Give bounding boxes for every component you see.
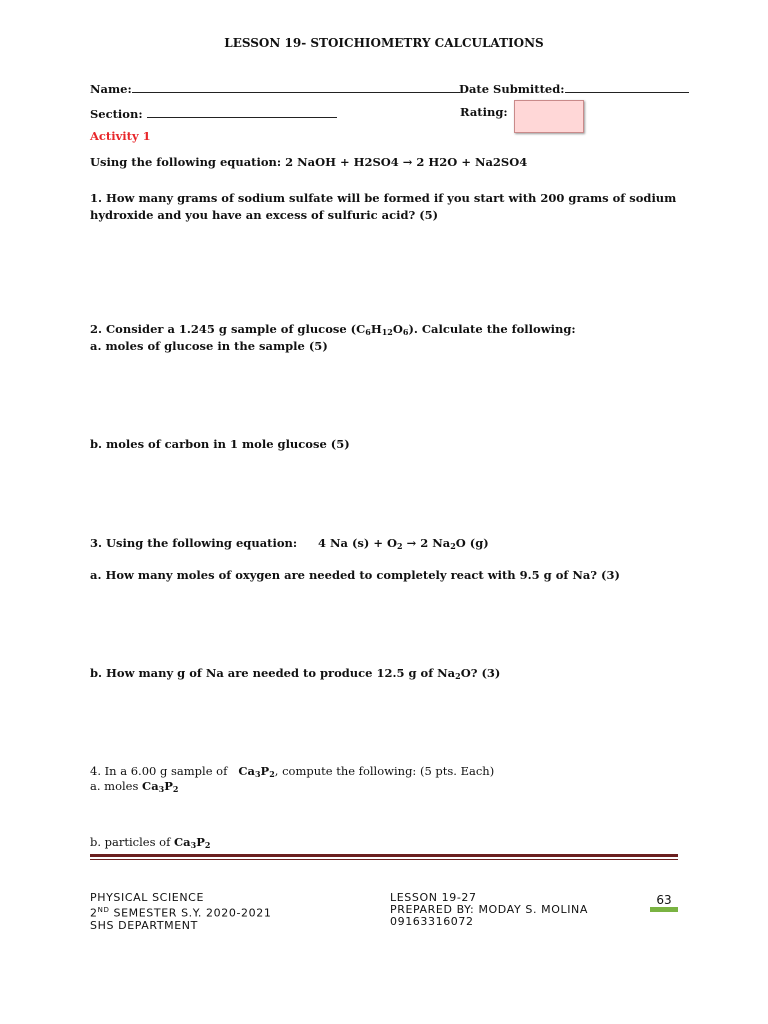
section-label: Section: — [90, 107, 143, 121]
question-4: 4. In a 6.00 g sample of $Ca_3P_2$, compute the following: (5 pts. Each) — [90, 764, 495, 779]
page-number-bar — [650, 907, 678, 912]
section-row — [90, 105, 337, 121]
question-2: 2. Consider a 1.245 g sample of glucose $(C_6H_{12}O_6)$. Calculate the following: — [90, 322, 576, 337]
question-3a: a. How many moles of oxygen are needed to completely react with 9.5 g of Na? (3) — [90, 568, 620, 582]
question-3-equation: 4 Na $(s) + O_2 \to 2$ $Na_2O$ (g) — [318, 536, 489, 551]
page-number: 63 — [656, 893, 672, 907]
rating-box[interactable] — [514, 100, 584, 133]
question-3b: b. How many g of Na are needed to produce 12.5 g of $Na_2O$? (3) — [90, 666, 501, 681]
footer-subject: PHYSICAL SCIENCE — [90, 891, 204, 904]
name-label: Name: — [90, 82, 132, 96]
question-4b: b. particles of $Ca_3P_2$ — [90, 835, 211, 850]
footer-left — [90, 892, 271, 932]
question-4a: a. moles $Ca_3P_2$ — [90, 779, 179, 794]
footer-rule-thin — [90, 859, 678, 860]
question-2b: b. moles of carbon in 1 mole glucose (5) — [90, 437, 350, 451]
activity-label: Activity 1 — [90, 129, 151, 143]
question-2a: a. moles of glucose in the sample (5) — [90, 339, 328, 353]
question-1-line-2: hydroxide and you have an excess of sulfuric acid? (5) — [90, 208, 439, 222]
footer-lesson: LESSON 19-27 — [390, 891, 477, 904]
section-field[interactable] — [147, 105, 337, 118]
intro-equation: Using the following equation: 2 NaOH + H2SO4 → 2 H2O + Na2SO4 — [90, 155, 528, 169]
footer-prepared-by: PREPARED BY: MODAY S. MOLINA — [390, 903, 589, 916]
question-1-line-1: 1. How many grams of sodium sulfate will be formed if you start with 200 grams of sodium — [90, 191, 677, 205]
date-submitted-label: Date Submitted: — [459, 82, 565, 96]
footer-right — [390, 892, 588, 928]
name-field[interactable] — [132, 80, 460, 93]
date-row — [459, 80, 689, 96]
name-row — [90, 80, 460, 96]
rating-label: Rating: — [460, 105, 508, 119]
page-title: LESSON 19- STOICHIOMETRY CALCULATIONS — [224, 36, 544, 50]
footer-rule-thick — [90, 854, 678, 857]
footer-semester: 2ND SEMESTER S.Y. 2020-2021 — [90, 906, 272, 920]
question-3: 3. Using the following equation: — [90, 536, 298, 550]
date-submitted-field[interactable] — [565, 80, 689, 93]
footer-department: SHS DEPARTMENT — [90, 918, 198, 932]
footer-phone: 09163316072 — [390, 915, 474, 928]
